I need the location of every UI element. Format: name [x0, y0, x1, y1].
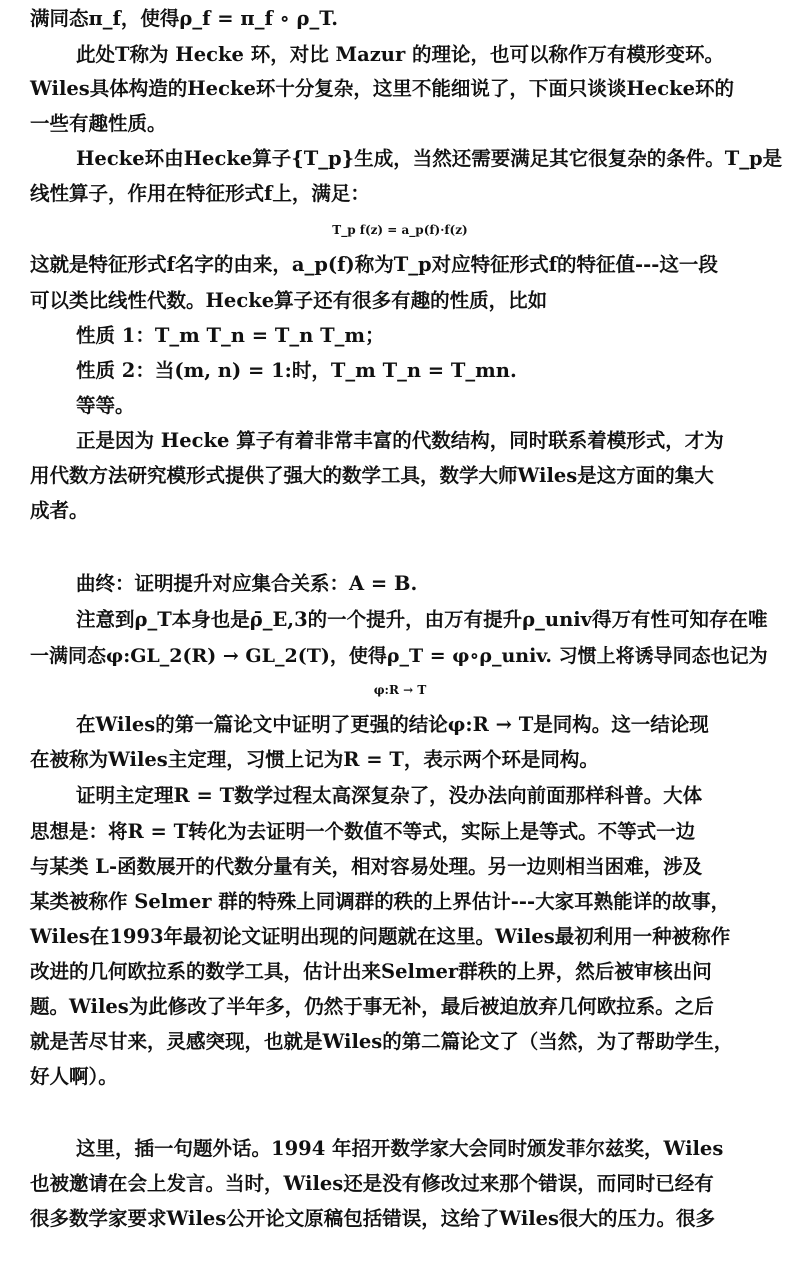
property-1-line: 性质 1：T_m T_n = T_n T_m； — [76, 324, 385, 347]
text-line: 就是苦尽甘来，灵感突现，也就是Wiles的第二篇论文了（当然，为了帮助学生， — [30, 1030, 734, 1053]
text-line: 在Wiles的第一篇论文中证明了更强的结论φ:R → T是同构。这一结论现 — [76, 713, 709, 736]
text-line: 可以类比线性代数。Hecke算子还有很多有趣的性质，比如 — [30, 289, 548, 312]
text-line: 很多数学家要求Wiles公开论文原稿包括错误，这给了Wiles很大的压力。很多 — [30, 1207, 716, 1230]
text-line: 某类被称作 Selmer 群的特殊上同调群的秩的上界估计---大家耳熟能详的故事， — [30, 890, 731, 913]
text-line: 在被称为Wiles主定理，习惯上记为R = T，表示两个环是同构。 — [30, 748, 599, 771]
text-line: 一些有趣性质。 — [30, 112, 167, 135]
text-line: 题。Wiles为此修改了半年多，仍然于事无补，最后被迫放弃几何欧拉系。之后 — [30, 995, 714, 1018]
text-line: 正是因为 Hecke 算子有着非常丰富的代数结构，同时联系着模形式，才为 — [76, 429, 724, 452]
text-line: 用代数方法研究模形式提供了强大的数学工具，数学大师Wiles是这方面的集大 — [30, 464, 714, 487]
text-line: 等等。 — [76, 394, 135, 417]
text-line: 线性算子，作用在特征形式f上，满足： — [30, 182, 370, 205]
text-line: 成者。 — [30, 499, 89, 522]
text-line: 也被邀请在会上发言。当时，Wiles还是没有修改过来那个错误，而同时已经有 — [30, 1172, 714, 1195]
text-line: Wiles在1993年最初论文证明出现的问题就在这里。Wiles最初利用一种被称作 — [30, 925, 731, 948]
text-line: 注意到ρ_T本身也是ρ̄_E,3的一个提升，由万有提升ρ_univ得万有性可知存在唯 — [76, 608, 768, 631]
formula-line: φ:R → T — [373, 683, 427, 697]
text-line: Wiles具体构造的Hecke环十分复杂，这里不能细说了，下面只谈谈Hecke环的 — [30, 77, 734, 100]
text-line: 与某类 L-函数展开的代数分量有关，相对容易处理。另一边则相当困难，涉及 — [30, 855, 703, 878]
text-line: 这里，插一句题外话。1994 年招开数学家大会同时颁发菲尔兹奖，Wiles — [76, 1137, 724, 1160]
section-heading: 曲终：证明提升对应集合关系：A = B. — [76, 572, 418, 595]
formula-line: T_p f(z) = a_p(f)·f(z) — [332, 223, 468, 237]
text-line: 一满同态φ:GL_2(R) → GL_2(T)，使得ρ_T = φ∘ρ_univ. 习惯上将诱导同态也记为 — [30, 645, 768, 667]
property-2-line: 性质 2：当(m, n) = 1:时，T_m T_n = T_mn. — [76, 359, 517, 382]
text-line: 此处T称为 Hecke 环，对比 Mazur 的理论，也可以称作万有模形变环。 — [76, 43, 725, 66]
text-line: 证明主定理R = T数学过程太高深复杂了，没办法向前面那样科普。大体 — [76, 784, 703, 807]
text-line: 改进的几何欧拉系的数学工具，估计出来Selmer群秩的上界，然后被审核出问 — [30, 960, 712, 983]
text-line: 好人啊）。 — [30, 1065, 118, 1088]
text-line: 思想是：将R = T转化为去证明一个数值不等式，实际上是等式。不等式一边 — [30, 820, 696, 843]
text-line: 这就是特征形式f名字的由来，a_p(f)称为T_p对应特征形式f的特征值---这一段 — [30, 253, 718, 276]
text-line: Hecke环由Hecke算子{T_p}生成，当然还需要满足其它很复杂的条件。T_p是 — [76, 147, 783, 170]
text-line: 满同态π_f，使得ρ_f = π_f ∘ ρ_T. — [30, 7, 339, 30]
